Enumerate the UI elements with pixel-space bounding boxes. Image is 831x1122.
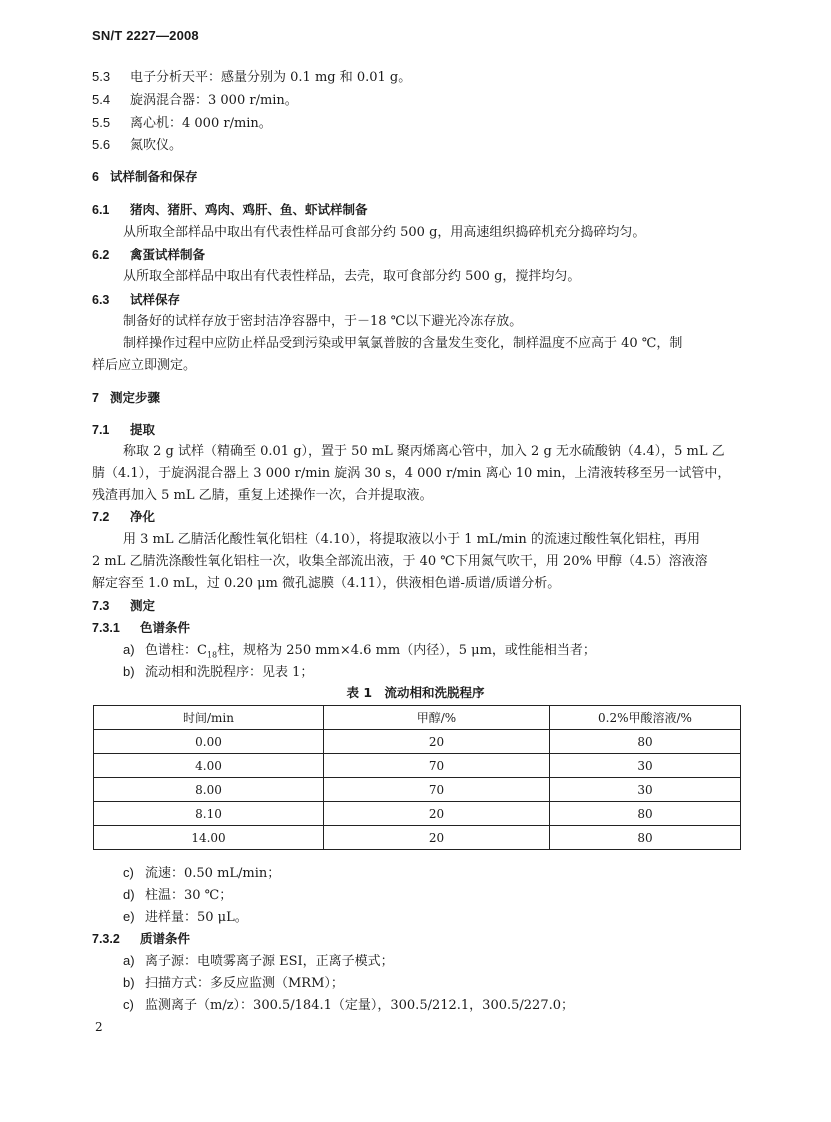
page-number: 2 — [95, 1020, 103, 1034]
section-7-1-line-3: 残渣再加入 5 mL 乙腈，重复上述操作一次，合并提取液。 — [92, 488, 433, 503]
section-7-2-line-3: 解定容至 1.0 mL，过 0.20 μm 微孔滤膜（4.11），供液相色谱-质谱/质谱分析。 — [92, 576, 561, 591]
section-7-1-heading: 7.1 提取 — [92, 422, 156, 437]
header-time: 时间/min — [94, 706, 324, 730]
cell-formic-acid: 80 — [550, 826, 741, 850]
section-7-2-line-1: 用 3 mL 乙腈活化酸性氧化铝柱（4.10），将提取液以小于 1 mL/min 的流速过酸性氧化铝柱，再用 — [123, 532, 700, 547]
table-row — [94, 826, 741, 850]
ms-item-c: c) 监测离子（m/z）：300.5/184.1（定量），300.5/212.1，300.5/227.0； — [123, 997, 574, 1013]
header-methanol: 甲醇/% — [324, 706, 550, 730]
cell-formic-acid: 80 — [550, 802, 741, 826]
elution-program-table — [93, 705, 741, 850]
section-6-3-body-2-cont: 样后应立即测定。 — [92, 358, 197, 373]
section-6-1-heading: 6.1 猪肉、猪肝、鸡肉、鸡肝、鱼、虾试样制备 — [92, 202, 368, 217]
cell-methanol: 70 — [324, 754, 550, 778]
cell-time: 8.10 — [94, 802, 324, 826]
chromatography-item-b: b) 流动相和洗脱程序：见表 1； — [123, 664, 314, 680]
section-6-2-heading: 6.2 禽蛋试样制备 — [92, 247, 206, 262]
ms-item-a: a) 离子源：电喷雾离子源 ESI，正离子模式； — [123, 953, 394, 969]
chromatography-item-d: d) 柱温：30 ℃； — [123, 887, 233, 903]
section-6-3-body-1: 制备好的试样存放于密封洁净容器中，于－18 ℃以下避光冷冻存放。 — [123, 314, 523, 329]
section-7-3-1-heading: 7.3.1 色谱条件 — [92, 620, 191, 635]
section-7-2-line-2: 2 mL 乙腈洗涤酸性氧化铝柱一次，收集全部流出液，于 40 ℃下用氮气吹干，用 20% 甲醇（4.5）溶液溶 — [92, 554, 708, 569]
cell-methanol: 20 — [324, 826, 550, 850]
section-6-1-body: 从所取全部样品中取出有代表性样品可食部分约 500 g，用高速组织捣碎机充分捣碎均匀。 — [123, 225, 646, 240]
section-7-1-line-2: 腈（4.1），于旋涡混合器上 3 000 r/min 旋涡 30 s，4 000 r/min 离心 10 min，上清液转移至另一试管中， — [92, 466, 731, 481]
section-6-2-body: 从所取全部样品中取出有代表性样品，去壳，取可食部分约 500 g，搅拌均匀。 — [123, 269, 581, 284]
cell-time: 8.00 — [94, 778, 324, 802]
cell-time: 14.00 — [94, 826, 324, 850]
table-header-row — [94, 706, 741, 730]
standard-code: SN/T 2227—2008 — [92, 28, 199, 43]
section-7-1-line-1: 称取 2 g 试样（精确至 0.01 g），置于 50 mL 聚丙烯离心管中，加入 2 g 无水硫酸钠（4.4），5 mL 乙 — [123, 444, 725, 459]
apparatus-5-4: 5.4 旋涡混合器：3 000 r/min。 — [92, 92, 298, 108]
cell-methanol: 20 — [324, 730, 550, 754]
section-7-3-2-heading: 7.3.2 质谱条件 — [92, 931, 191, 946]
cell-formic-acid: 30 — [550, 778, 741, 802]
section-6-3-heading: 6.3 试样保存 — [92, 292, 181, 307]
section-6-heading: 6 试样制备和保存 — [92, 169, 198, 184]
cell-time: 4.00 — [94, 754, 324, 778]
cell-methanol: 20 — [324, 802, 550, 826]
chromatography-item-a: a) 色谱柱：$C_{18}$柱，规格为 250 mm×4.6 mm（内径），5 μm，或性能相当者； — [123, 642, 596, 660]
apparatus-5-3: 5.3 电子分析天平：感量分别为 0.1 mg 和 0.01 g。 — [92, 69, 412, 85]
chromatography-item-c: c) 流速：0.50 mL/min； — [123, 865, 281, 881]
section-7-heading: 7 测定步骤 — [92, 390, 161, 405]
table-row — [94, 778, 741, 802]
section-7-2-heading: 7.2 净化 — [92, 509, 156, 524]
apparatus-5-6: 5.6 氮吹仪。 — [92, 137, 183, 153]
table-row — [94, 730, 741, 754]
section-7-3-heading: 7.3 测定 — [92, 598, 156, 613]
cell-time: 0.00 — [94, 730, 324, 754]
ms-item-b: b) 扫描方式：多反应监测（MRM）； — [123, 975, 344, 991]
table-row — [94, 802, 741, 826]
section-6-3-body-2: 制样操作过程中应防止样品受到污染或甲氧氯普胺的含量发生变化，制样温度不应高于 40 ℃，制 — [123, 336, 683, 351]
cell-methanol: 70 — [324, 778, 550, 802]
apparatus-5-5: 5.5 离心机：4 000 r/min。 — [92, 115, 272, 131]
header-formic-acid: 0.2%甲酸溶液/% — [550, 706, 741, 730]
cell-formic-acid: 80 — [550, 730, 741, 754]
table-row — [94, 754, 741, 778]
chromatography-item-e: e) 进样量：50 μL。 — [123, 909, 248, 925]
cell-formic-acid: 30 — [550, 754, 741, 778]
table-1-caption: 表 1 流动相和洗脱程序 — [346, 685, 485, 700]
